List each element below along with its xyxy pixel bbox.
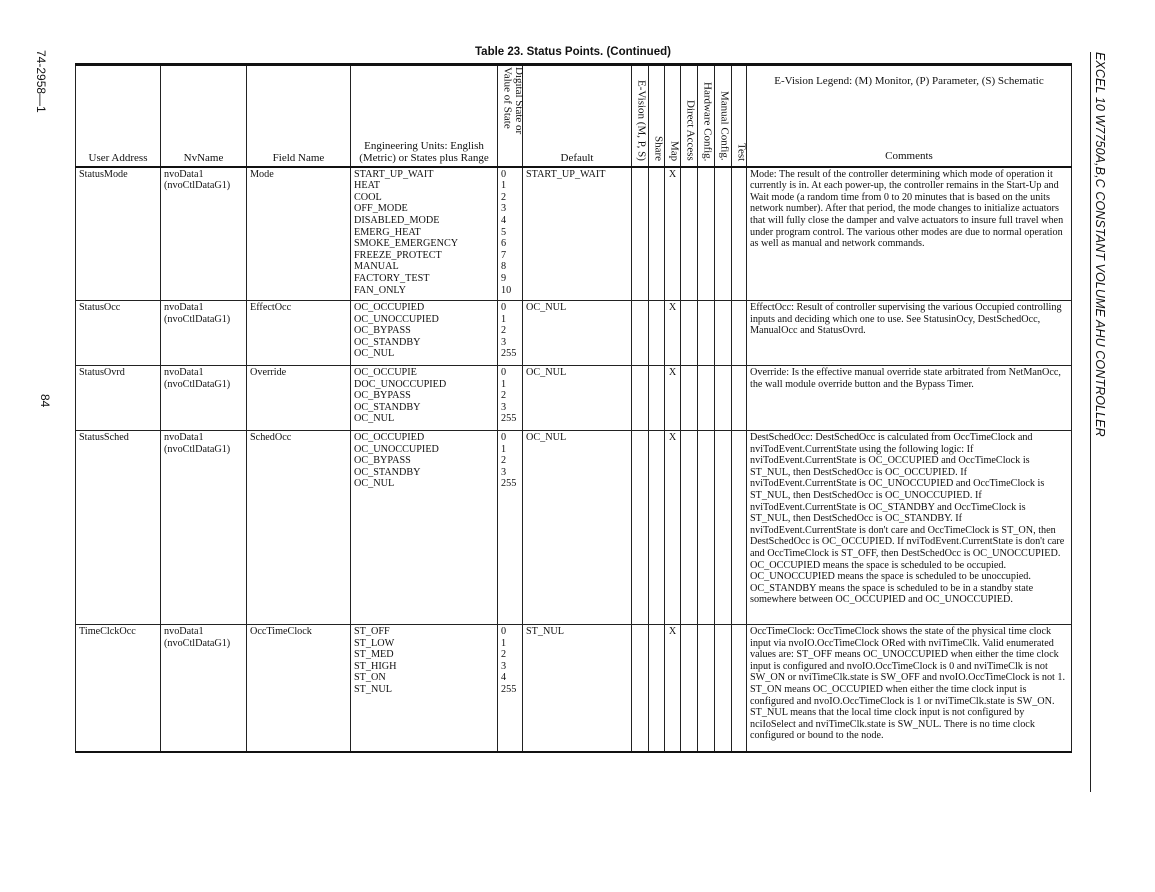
nvname-line: (nvoCtlDataG1) [164,313,231,325]
cell-direct-access [681,431,698,625]
cell-nvname [161,301,247,366]
state-value: 1 [501,313,507,325]
state-value: 3 [501,401,507,413]
state-value: 6 [501,238,507,250]
cell-map: X [665,301,681,366]
state-name: ST_HIGH [354,660,397,672]
comments-label: Comments [885,150,933,162]
cell-test [732,167,747,301]
state-value: 2 [501,455,507,467]
state-name: OC_BYPASS [354,455,411,467]
state-value: 1 [501,180,507,192]
state-name: OC_NUL [354,413,395,425]
state-name: OC_NUL [354,348,395,360]
cell-nvname [161,431,247,625]
state-value: 2 [501,390,507,402]
state-name: MANUAL [354,261,399,273]
table-row [76,366,1072,431]
header-evision: E-Vision (M, P, S) [632,65,649,167]
evision-legend: E-Vision Legend: (M) Monitor, (P) Parameter, (S) Schematic [774,75,1044,87]
table-header-row [76,65,1072,167]
state-value: 3 [501,660,507,672]
running-title: EXCEL 10 W7750A,B,C CONSTANT VOLUME AHU CONTROLLER [1093,52,1107,437]
state-value: 255 [501,413,517,425]
header-manual-config: Manual Config. [715,65,732,167]
cell-share [649,625,665,752]
header-default: Default [523,65,632,167]
header-map: Map [665,65,681,167]
state-value: 4 [501,214,507,226]
nvname-line: nvoData1 [164,626,204,638]
cell-field-name: Mode [247,167,351,301]
cell-test [732,301,747,366]
state-name: ST_MED [354,649,394,661]
cell-hardware-config [698,301,715,366]
status-points-table [75,63,1072,753]
nvname-line: nvoData1 [164,367,204,379]
cell-manual-config [715,167,732,301]
state-value: 2 [501,325,507,337]
nvname-line: (nvoCtlDataG1) [164,180,231,192]
state-name: OC_BYPASS [354,390,411,402]
cell-units [351,301,498,366]
state-value: 3 [501,466,507,478]
state-name: OC_STANDBY [354,401,421,413]
state-name: DISABLED_MODE [354,214,440,226]
nvname-line: (nvoCtlDataG1) [164,443,231,455]
state-name: OC_UNOCCUPIED [354,443,439,455]
state-value: 5 [501,226,507,238]
header-comments [747,65,1072,167]
state-value: 1 [501,378,507,390]
state-name: OC_STANDBY [354,466,421,478]
cell-user-address: TimeClckOcc [76,625,161,752]
state-name: COOL [354,191,382,203]
cell-direct-access [681,366,698,431]
cell-direct-access [681,301,698,366]
table-row [76,625,1072,752]
cell-evision [632,167,649,301]
state-value: 255 [501,684,517,696]
state-name: OC_STANDBY [354,336,421,348]
cell-units [351,431,498,625]
cell-default: OC_NUL [523,366,632,431]
nvname-line: (nvoCtlDataG1) [164,637,231,649]
state-value: 8 [501,261,507,273]
state-value: 2 [501,191,507,203]
table-row [76,431,1072,625]
state-name: FREEZE_PROTECT [354,249,442,261]
cell-share [649,301,665,366]
state-value: 255 [501,348,517,360]
cell-comment: Mode: The result of the controller determining which mode of operation it currently is in. At each power-up, the controller remains in the Start-Up and Wait mode (a random time from 0 to 20 minutes that is based on the units network number). After that period, the mode changes to initialize actuators that will fully close the damper and valve actuators to insure full travel when under program control. The various other modes are due to normal operation as well as manual and network commands. [747,167,1072,301]
cell-values [498,301,523,366]
state-value: 0 [501,302,507,314]
cell-direct-access [681,167,698,301]
cell-user-address: StatusSched [76,431,161,625]
cell-manual-config [715,431,732,625]
state-value: 0 [501,432,507,444]
nvname-line: nvoData1 [164,432,204,444]
state-name: OFF_MODE [354,203,408,215]
state-value: 9 [501,272,507,284]
nvname-line: nvoData1 [164,302,204,314]
state-name: ST_LOW [354,637,395,649]
state-name: EMERG_HEAT [354,226,421,238]
cell-nvname [161,167,247,301]
cell-hardware-config [698,366,715,431]
header-share: Share [649,65,665,167]
header-test: Test [732,65,747,167]
state-name: ST_OFF [354,626,390,638]
cell-values [498,366,523,431]
cell-test [732,625,747,752]
state-name: OC_OCCUPIE [354,367,417,379]
state-name: DOC_UNOCCUPIED [354,378,447,390]
cell-evision [632,301,649,366]
table-row [76,167,1072,301]
cell-test [732,431,747,625]
cell-values [498,167,523,301]
cell-manual-config [715,301,732,366]
state-name: OC_BYPASS [354,325,411,337]
cell-direct-access [681,625,698,752]
cell-units [351,167,498,301]
state-value: 7 [501,249,507,261]
cell-map: X [665,167,681,301]
state-name: HEAT [354,180,381,192]
cell-field-name: EffectOcc [247,301,351,366]
cell-values [498,431,523,625]
nvname-line: nvoData1 [164,168,204,180]
state-name: ST_NUL [354,684,392,696]
state-name: START_UP_WAIT [354,168,434,180]
cell-map: X [665,625,681,752]
header-hardware-config: Hardware Config. [698,65,715,167]
state-value: 2 [501,649,507,661]
cell-comment: EffectOcc: Result of controller supervising the various Occupied controlling inputs and deciding which one to use. See StatusinOcy, DestSchedOcc, ManualOcc and StatusOvrd. [747,301,1072,366]
cell-field-name: OccTimeClock [247,625,351,752]
cell-field-name: SchedOcc [247,431,351,625]
cell-manual-config [715,625,732,752]
cell-manual-config [715,366,732,431]
cell-hardware-config [698,431,715,625]
state-value: 3 [501,336,507,348]
header-digital-state: Digital State or Value of State [498,65,523,167]
cell-user-address: StatusOvrd [76,366,161,431]
header-field-name: Field Name [247,65,351,167]
cell-default: START_UP_WAIT [523,167,632,301]
state-value: 0 [501,367,507,379]
state-name: OC_OCCUPIED [354,302,425,314]
cell-share [649,167,665,301]
state-value: 255 [501,478,517,490]
cell-nvname [161,366,247,431]
cell-hardware-config [698,625,715,752]
state-name: OC_OCCUPIED [354,432,425,444]
cell-share [649,366,665,431]
header-direct-access: Direct Access [681,65,698,167]
cell-user-address: StatusMode [76,167,161,301]
cell-map: X [665,366,681,431]
cell-default: OC_NUL [523,301,632,366]
table-body [76,167,1072,752]
document-number: 74-2958—1 [34,50,48,113]
table-row [76,301,1072,366]
header-nvname: NvName [161,65,247,167]
state-value: 1 [501,443,507,455]
state-value: 4 [501,672,507,684]
cell-evision [632,366,649,431]
page-number: 84 [38,394,52,408]
cell-evision [632,431,649,625]
cell-field-name: Override [247,366,351,431]
cell-values [498,625,523,752]
cell-default: OC_NUL [523,431,632,625]
cell-comment: Override: Is the effective manual override state arbitrated from NetManOcc, the wall module override button and the Bypass Timer. [747,366,1072,431]
nvname-line: (nvoCtlDataG1) [164,378,231,390]
state-name: SMOKE_EMERGENCY [354,238,459,250]
cell-hardware-config [698,167,715,301]
cell-nvname [161,625,247,752]
cell-units [351,625,498,752]
state-name: FACTORY_TEST [354,272,430,284]
state-value: 3 [501,203,507,215]
state-value: 0 [501,626,507,638]
margin-rule [1090,52,1091,792]
state-value: 0 [501,168,507,180]
cell-share [649,431,665,625]
state-name: OC_UNOCCUPIED [354,313,439,325]
state-value: 1 [501,637,507,649]
cell-test [732,366,747,431]
table-title: Table 23. Status Points. (Continued) [475,46,671,58]
state-name: FAN_ONLY [354,284,406,296]
cell-comment: OccTimeClock: OccTimeClock shows the state of the physical time clock input via nvoIO.OccTimeClock ORed with nviTimeClk. Valid enumerated values are: ST_OFF means OC_UNOCCUPIED when either the time clock input is configured and nvoIO.OccTimeClock is 0 and nviTimeClk is not SW_ON or nviTimeClk.state is SW_OFF and nvoIO.OccTimeClock is not 1. ST_ON means OC_OCCUPIED when either the time clock input is configured and nvoIO.OccTimeClock is 1 or nviTimeClk.state is SW_ON. ST_NUL means that the local time clock input is not configured by nciIoSelect and nviTimeClk.state is SW_NUL. There is no time clock configured or bound to the node. [747,625,1072,752]
cell-evision [632,625,649,752]
cell-comment: DestSchedOcc: DestSchedOcc is calculated from OccTimeClock and nviTodEvent.CurrentState using the following logic: If nviTodEvent.CurrentState is OC_OCCUPIED and OccTimeClock is ST_NUL, then DestSchedOcc is OC_OCCUPIED. If nviTodEvent.CurrentState is OC_UNOCCUPIED and OccTimeClock is ST_NUL, then DestSchedOcc is OC_UNOCCUPIED. If nviTodEvent.CurrentState is OC_STANDBY and OccTimeClock is ST_NUL, then DestSchedOcc is OC_STANDBY. If nviTodEvent.CurrentState is don't care and OccTimeClock is ST_ON, then DestSchedOcc is OC_OCCUPIED. If nviTodEvent.CurrentState is don't care and OccTimeClock is ST_OFF, then DestSchedOcc is OC_UNOCCUPIED. OC_OCCUPIED means the space is scheduled to be occupied. OC_UNOCCUPIED means the space is scheduled to be unoccupied. OC_STANDBY means the space is scheduled to be in a standby state somewhere between OC_OCCUPIED and OC_UNOCCUPIED. [747,431,1072,625]
cell-map: X [665,431,681,625]
state-value: 10 [501,284,512,296]
cell-default: ST_NUL [523,625,632,752]
header-user-address: User Address [76,65,161,167]
cell-user-address: StatusOcc [76,301,161,366]
header-engineering-units: Engineering Units: English (Metric) or States plus Range [351,65,498,167]
state-name: ST_ON [354,672,386,684]
cell-units [351,366,498,431]
state-name: OC_NUL [354,478,395,490]
